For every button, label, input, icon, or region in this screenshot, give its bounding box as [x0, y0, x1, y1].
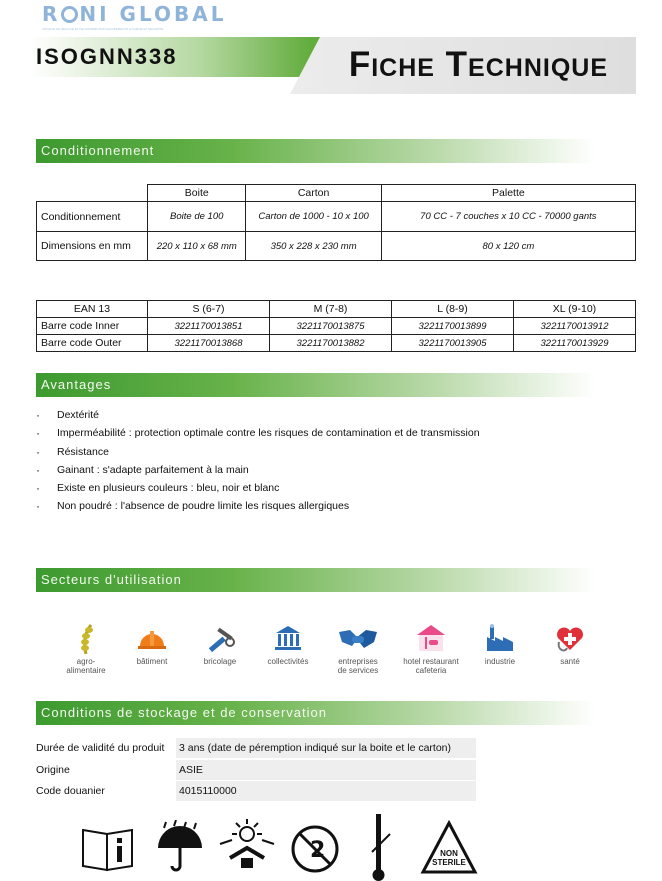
sector-label: bricolage	[203, 657, 237, 666]
svg-text:2: 2	[310, 838, 326, 863]
health-icon	[553, 622, 587, 656]
list-item: · Dextérité	[36, 408, 480, 426]
pictogram-row	[78, 812, 478, 881]
table-row	[37, 232, 636, 261]
sector-collectivites	[258, 622, 318, 665]
table-cell: 70 CC - 7 couches x 10 CC - 70000 gants	[381, 202, 635, 232]
hardhat-icon	[135, 622, 169, 656]
column-header: EAN 13	[37, 301, 148, 318]
sector-bricolage	[190, 622, 250, 665]
sector-agro	[56, 622, 116, 674]
manual-info-icon	[80, 824, 136, 872]
sector-sante	[540, 622, 600, 665]
advantages-list	[36, 408, 480, 518]
ean-table	[36, 300, 636, 352]
row-value: 3 ans (date de péremption indiqué sur la boite et le carton)	[176, 738, 476, 758]
logo-tagline: SOCIETE DE NEGOCE ET DE DISTRIBUTION EQUIPEMENTS HYGIENE ET SECURITE	[42, 27, 164, 31]
table-row	[36, 760, 476, 780]
non-sterile-text-1: NON	[440, 849, 458, 858]
tools-icon	[203, 622, 237, 656]
sector-label: industrie	[484, 657, 516, 666]
table-cell: 350 x 228 x 230 mm	[246, 232, 381, 261]
list-item: · Gainant : s'adapte parfaitement à la main	[36, 463, 480, 481]
table-cell: 80 x 120 cm	[381, 232, 635, 261]
table-cell: 3221170013899	[392, 318, 514, 335]
column-header: S (6-7)	[148, 301, 270, 318]
sector-entreprises	[328, 622, 388, 674]
table-cell: 3221170013905	[392, 335, 514, 352]
column-header: M (7-8)	[270, 301, 392, 318]
column-header: XL (9-10)	[514, 301, 636, 318]
sector-label: cafeteria	[415, 666, 447, 675]
table-row	[36, 738, 476, 758]
table-cell: 3221170013868	[148, 335, 270, 352]
sector-label: hotel restaurant	[403, 657, 459, 666]
table-row	[36, 781, 476, 801]
section-title: Secteurs d'utilisation	[41, 572, 182, 587]
row-label: Origine	[36, 763, 70, 776]
list-item: · Existe en plusieurs couleurs : bleu, noir et blanc	[36, 481, 480, 499]
section-title: Avantages	[41, 377, 112, 392]
factory-icon	[483, 622, 517, 656]
product-code: ISOGNN338	[36, 44, 178, 69]
sector-label: alimentaire	[66, 666, 106, 675]
section-title: Conditionnement	[41, 143, 155, 158]
table-cell: 3221170013882	[270, 335, 392, 352]
sector-label: bâtiment	[136, 657, 168, 666]
list-item: · Résistance	[36, 445, 480, 463]
keep-dry-icon	[154, 820, 206, 874]
sector-label: entreprises	[338, 657, 378, 666]
packaging-table	[36, 184, 636, 261]
sector-industrie	[470, 622, 530, 665]
sector-label: agro-	[76, 657, 96, 666]
sector-label: de services	[337, 666, 379, 675]
table-row	[37, 202, 636, 232]
section-header-conditionnement	[36, 139, 596, 163]
sector-label: collectivités	[267, 657, 309, 666]
sectors-row	[56, 622, 616, 682]
column-header: Palette	[381, 185, 635, 202]
logo-o-mark	[61, 6, 78, 23]
sector-label: santé	[560, 657, 580, 666]
table-cell: 3221170013851	[148, 318, 270, 335]
handshake-icon	[338, 622, 378, 656]
table-corner	[37, 185, 148, 202]
section-header-avantages	[36, 373, 596, 397]
sector-batiment	[122, 622, 182, 665]
header-band	[30, 37, 636, 94]
non-sterile-icon	[420, 820, 478, 876]
sector-hotel-restaurant	[401, 622, 461, 674]
logo-letter-r: R	[42, 2, 61, 26]
storage-table	[36, 738, 476, 803]
company-logo	[42, 2, 252, 31]
row-value: 4015110000	[176, 781, 476, 801]
building-icon	[271, 622, 305, 656]
row-label: Durée de validité du produit	[36, 742, 165, 754]
table-cell: 3221170013875	[270, 318, 392, 335]
column-header: Boite	[148, 185, 246, 202]
row-value: ASIE	[176, 760, 476, 780]
table-row	[37, 318, 636, 335]
list-item: · Non poudré : l'absence de poudre limite les risques allergiques	[36, 499, 480, 517]
row-label: Barre code Inner	[37, 318, 148, 335]
non-sterile-text-2: STERILE	[432, 858, 466, 867]
row-label: Conditionnement	[37, 202, 148, 232]
row-label: Barre code Outer	[37, 335, 148, 352]
row-label: Code douanier	[36, 785, 105, 797]
column-header: Carton	[246, 185, 381, 202]
logo-text: NI GLOBAL	[79, 2, 227, 26]
column-header: L (8-9)	[392, 301, 514, 318]
section-header-secteurs	[36, 568, 596, 592]
do-not-reuse-icon	[290, 824, 340, 874]
row-label: Dimensions en mm	[37, 232, 148, 261]
section-title: Conditions de stockage et de conservation	[41, 705, 327, 720]
section-header-stockage	[36, 701, 596, 725]
page-title: Fiche Technique	[348, 45, 608, 84]
table-cell: Carton de 1000 - 10 x 100	[246, 202, 381, 232]
restaurant-icon	[414, 622, 448, 656]
temperature-limit-icon	[366, 812, 396, 881]
keep-from-sun-icon	[216, 818, 278, 874]
table-cell: Boite de 100	[148, 202, 246, 232]
list-item: · Imperméabilité : protection optimale contre les risques de contamination et de transmission	[36, 426, 480, 444]
table-row	[37, 335, 636, 352]
table-cell: 220 x 110 x 68 mm	[148, 232, 246, 261]
wheat-icon	[69, 622, 103, 656]
table-cell: 3221170013929	[514, 335, 636, 352]
table-cell: 3221170013912	[514, 318, 636, 335]
